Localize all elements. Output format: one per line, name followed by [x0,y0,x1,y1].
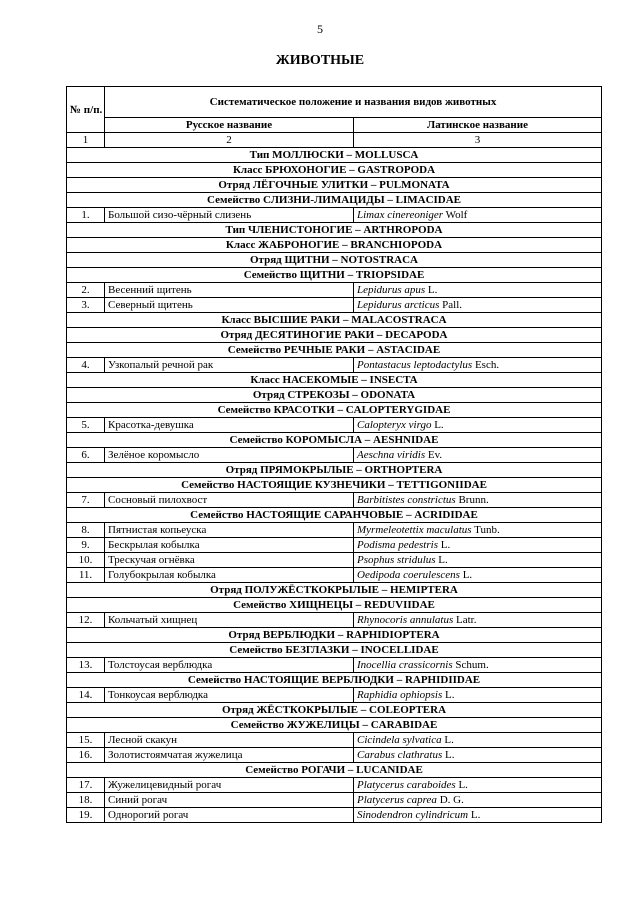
species-number: 10. [67,553,105,568]
latin-name-cell [354,358,602,373]
latin-name-cell [354,613,602,628]
latin-name-cell [354,778,602,793]
author-abbreviation: L. [434,418,444,431]
taxon-heading: Класс НАСЕКОМЫЕ – INSECTA [67,373,602,388]
latin-name: Inocellia crassicornis [357,658,453,671]
column-index-2: 2 [105,133,354,148]
taxon-row [67,463,602,478]
author-abbreviation: Ev. [427,448,443,461]
taxon-row [67,148,602,163]
russian-name-column-header: Русское название [105,118,354,133]
latin-name: Cicindela sylvatica [357,733,442,746]
author-abbreviation: Latr. [456,613,477,626]
russian-name: Тонкоусая верблюдка [105,688,354,703]
author-abbreviation: L. [445,748,455,761]
taxon-row [67,238,602,253]
species-number: 5. [67,418,105,433]
taxon-row [67,178,602,193]
latin-name: Platycerus caprea [357,793,437,806]
latin-name-cell [354,793,602,808]
taxon-heading: Семейство НАСТОЯЩИЕ ВЕРБЛЮДКИ – RAPHIDIIDAE [67,673,602,688]
taxon-row [67,193,602,208]
russian-name: Голубокрылая кобылка [105,568,354,583]
species-number: 11. [67,568,105,583]
latin-name-cell [354,538,602,553]
latin-name-cell [354,658,602,673]
taxon-row [67,388,602,403]
column-index-3: 3 [354,133,602,148]
latin-name-cell [354,418,602,433]
author-abbreviation: D. G. [439,793,464,806]
page-title: ЖИВОТНЫЕ [275,53,365,68]
species-row [67,808,602,823]
author-abbreviation: L. [458,778,468,791]
species-row [67,793,602,808]
author-abbreviation: Tunb. [474,523,500,536]
latin-name-cell [354,688,602,703]
main-column-header: Систематическое положение и названия видов животных [105,87,602,118]
species-number: 17. [67,778,105,793]
latin-name: Myrmeleotettix maculatus [357,523,472,536]
russian-name: Весенний щитень [105,283,354,298]
taxon-heading: Семейство ХИЩНЕЦЫ – REDUVIIDAE [67,598,602,613]
latin-name-cell [354,733,602,748]
latin-name: Platycerus caraboides [357,778,456,791]
taxon-heading: Класс БРЮХОНОГИЕ – GASTROPODA [67,163,602,178]
taxon-row [67,508,602,523]
species-table [66,86,602,823]
taxon-heading: Семейство РОГАЧИ – LUCANIDAE [67,763,602,778]
latin-name: Lepidurus arcticus [357,298,440,311]
species-row [67,523,602,538]
species-row [67,298,602,313]
species-row [67,448,602,463]
species-row [67,418,602,433]
taxon-heading: Класс ВЫСШИЕ РАКИ – MALACOSTRACA [67,313,602,328]
russian-name: Узкопалый речной рак [105,358,354,373]
taxon-row [67,373,602,388]
page-number: 5 [317,22,323,36]
taxon-row [67,718,602,733]
species-number: 4. [67,358,105,373]
taxon-row [67,343,602,358]
russian-name: Бескрылая кобылка [105,538,354,553]
taxon-heading: Семейство ЖУЖЕЛИЦЫ – CARABIDAE [67,718,602,733]
species-number: 2. [67,283,105,298]
number-column-header: № п/п. [67,87,105,133]
taxon-row [67,268,602,283]
author-abbreviation: L. [462,568,473,581]
species-row [67,538,602,553]
species-row [67,493,602,508]
latin-name: Raphidia ophiopsis [357,688,443,701]
taxon-heading: Семейство КРАСОТКИ – CALOPTERYGIDAE [67,403,602,418]
latin-name-cell [354,748,602,763]
species-number: 19. [67,808,105,823]
latin-name: Calopteryx virgo [357,418,432,431]
species-row [67,688,602,703]
taxon-row [67,628,602,643]
latin-name-column-header: Латинское название [354,118,602,133]
taxon-row [67,673,602,688]
taxon-row [67,703,602,718]
latin-name-cell [354,493,602,508]
taxon-heading: Отряд СТРЕКОЗЫ – ODONATA [67,388,602,403]
author-abbreviation: L. [444,733,454,746]
taxon-row [67,478,602,493]
author-abbreviation: Pall. [442,298,463,311]
author-abbreviation: Wolf [445,208,468,221]
latin-name-cell [354,283,602,298]
species-row [67,358,602,373]
species-row [67,283,602,298]
taxon-heading: Отряд ЩИТНИ – NOTOSTRACA [67,253,602,268]
taxon-heading: Отряд ЛЁГОЧНЫЕ УЛИТКИ – PULMONATA [67,178,602,193]
species-number: 16. [67,748,105,763]
taxon-row [67,763,602,778]
latin-name: Sinodendron cylindricum [357,808,469,821]
author-abbreviation: L. [445,688,455,701]
taxon-heading: Отряд ПОЛУЖЁСТКОКРЫЛЫЕ – HEMIPTERA [67,583,602,598]
species-number: 6. [67,448,105,463]
column-index-1: 1 [67,133,105,148]
species-row [67,568,602,583]
author-abbreviation: Esch. [474,358,500,371]
species-row [67,748,602,763]
taxon-row [67,598,602,613]
latin-name: Limax cinereoniger [357,208,444,221]
species-row [67,733,602,748]
author-abbreviation: Brunn. [458,493,489,506]
taxon-row [67,403,602,418]
taxon-row [67,163,602,178]
author-abbreviation: L. [440,538,451,551]
species-number: 3. [67,298,105,313]
taxon-heading: Семейство НАСТОЯЩИЕ КУЗНЕЧИКИ – TETTIGONIIDAE [67,478,602,493]
russian-name: Синий рогач [105,793,354,808]
latin-name: Oedipoda coerulescens [357,568,460,581]
taxon-heading: Семейство БЕЗГЛАЗКИ – INOCELLIDAE [67,643,602,658]
taxon-row [67,328,602,343]
taxon-row [67,223,602,238]
russian-name: Лесной скакун [105,733,354,748]
taxon-heading: Отряд ВЕРБЛЮДКИ – RAPHIDIOPTERA [67,628,602,643]
table-body [67,148,602,823]
species-row [67,778,602,793]
species-row [67,208,602,223]
russian-name: Северный щитень [105,298,354,313]
table-header [67,87,602,148]
russian-name: Золотистоямчатая жужелица [105,748,354,763]
taxon-heading: Семейство ЩИТНИ – TRIOPSIDAE [67,268,602,283]
species-number: 7. [67,493,105,508]
russian-name: Большой сизо-чёрный слизень [105,208,354,223]
taxon-heading: Отряд ПРЯМОКРЫЛЫЕ – ORTHOPTERA [67,463,602,478]
taxon-heading: Класс ЖАБРОНОГИЕ – BRANCHIOPODA [67,238,602,253]
taxon-heading: Семейство СЛИЗНИ-ЛИМАЦИДЫ – LIMACIDAE [67,193,602,208]
latin-name: Aeschna viridis [357,448,426,461]
taxon-row [67,433,602,448]
latin-name: Barbitistes constrictus [357,493,456,506]
species-number: 1. [67,208,105,223]
latin-name: Pontastacus leptodactylus [357,358,473,371]
taxon-row [67,643,602,658]
author-abbreviation: L. [470,808,481,821]
russian-name: Пятнистая копьеуска [105,523,354,538]
latin-name: Psophus stridulus [357,553,436,566]
species-number: 13. [67,658,105,673]
russian-name: Красотка-девушка [105,418,354,433]
taxon-heading: Семейство РЕЧНЫЕ РАКИ – ASTACIDAE [67,343,602,358]
species-row [67,553,602,568]
latin-name: Lepidurus apus [357,283,426,296]
species-row [67,613,602,628]
species-number: 18. [67,793,105,808]
russian-name: Кольчатый хищнец [105,613,354,628]
latin-name-cell [354,568,602,583]
russian-name: Сосновый пилохвост [105,493,354,508]
author-abbreviation: Schum. [455,658,489,671]
taxon-row [67,313,602,328]
author-abbreviation: L. [438,553,448,566]
taxon-heading: Отряд ДЕСЯТИНОГИЕ РАКИ – DECAPODA [67,328,602,343]
russian-name: Толстоусая верблюдка [105,658,354,673]
russian-name: Трескучая огнёвка [105,553,354,568]
latin-name: Podisma pedestris [357,538,438,551]
latin-name: Carabus clathratus [357,748,443,761]
taxon-row [67,583,602,598]
russian-name: Жужелицевидный рогач [105,778,354,793]
latin-name-cell [354,808,602,823]
taxon-heading: Тип МОЛЛЮСКИ – MOLLUSCA [67,148,602,163]
latin-name-cell [354,448,602,463]
latin-name: Rhynocoris annulatus [357,613,454,626]
species-row [67,658,602,673]
taxon-heading: Семейство НАСТОЯЩИЕ САРАНЧОВЫЕ – ACRIDIDAE [67,508,602,523]
species-number: 15. [67,733,105,748]
latin-name-cell [354,298,602,313]
taxon-heading: Отряд ЖЁСТКОКРЫЛЫЕ – COLEOPTERA [67,703,602,718]
species-number: 14. [67,688,105,703]
species-number: 9. [67,538,105,553]
author-abbreviation: L. [427,283,438,296]
russian-name: Однорогий рогач [105,808,354,823]
latin-name-cell [354,208,602,223]
taxon-row [67,253,602,268]
taxon-heading: Семейство КОРОМЫСЛА – AESHNIDAE [67,433,602,448]
latin-name-cell [354,523,602,538]
species-number: 12. [67,613,105,628]
species-number: 8. [67,523,105,538]
latin-name-cell [354,553,602,568]
taxon-heading: Тип ЧЛЕНИСТОНОГИЕ – ARTHROPODA [67,223,602,238]
russian-name: Зелёное коромысло [105,448,354,463]
